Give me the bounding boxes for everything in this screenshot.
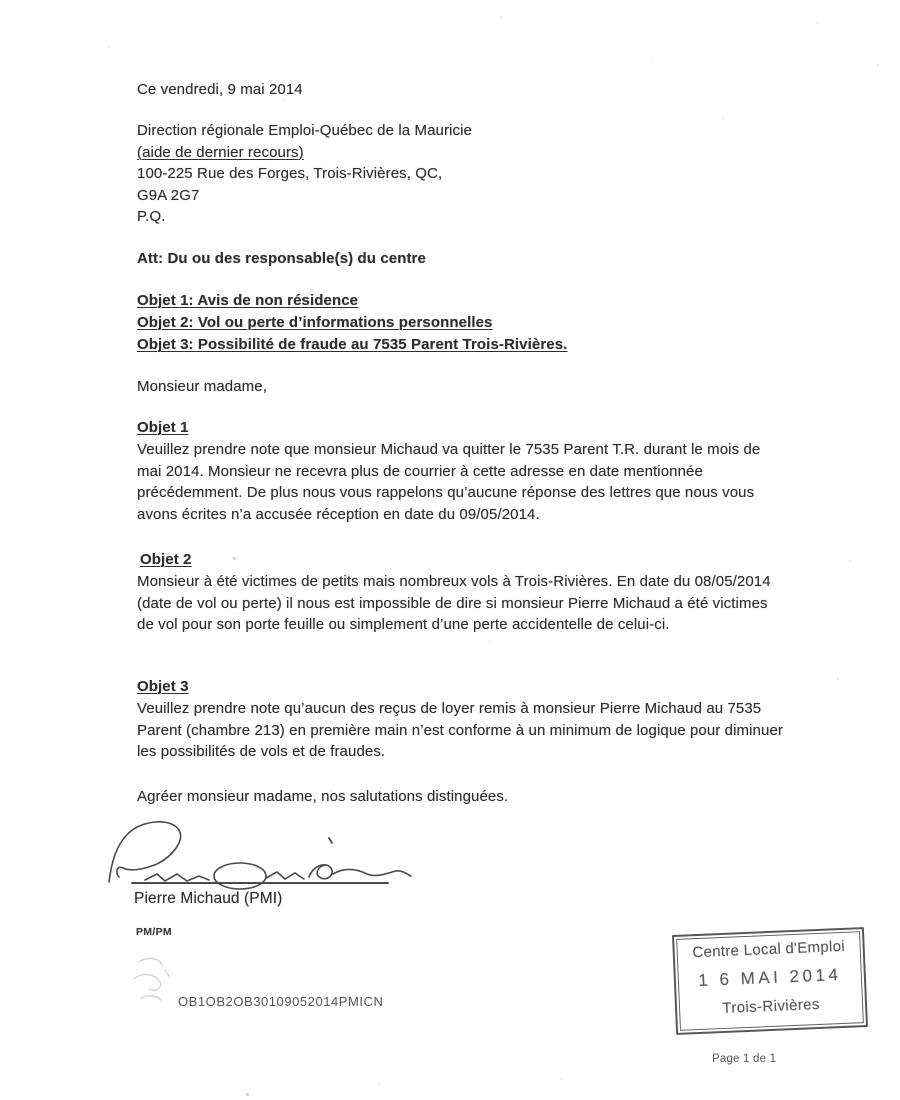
scan-speck [378, 1082, 380, 1084]
signatory-name: Pierre Michaud (PMI) [134, 890, 283, 907]
subject-list [137, 290, 567, 357]
address-line: P.Q. [137, 208, 166, 226]
section-body: Monsieur à été victimes de petits mais nombreux vols à Trois-Rivières. En date du 08/05/2014 (date de vol ou perte) il nous est impossible de dire si monsieur Pierre Michaud a été victimes de vol pour son porte feuille ou simplement d’une perte accidentelle de celui-ci. [137, 573, 771, 634]
scan-speck [233, 557, 236, 560]
scan-speck [560, 1078, 562, 1080]
scan-speck [650, 57, 652, 59]
subject-line: Objet 1: Avis de non résidence [137, 292, 359, 309]
salutation: Monsieur madame, [137, 378, 267, 395]
subject-line: Objet 3: Possibilité de fraude au 7535 Parent Trois-Rivières. [137, 336, 568, 354]
closing-line: Agréer monsieur madame, nos salutations distinguées. [137, 788, 509, 805]
address-line: G9A 2G7 [137, 186, 200, 204]
subject-line: Objet 2: Vol ou perte d’informations personnelles [137, 314, 493, 332]
section-body: Veuillez prendre note que monsieur Michaud va quitter le 7535 Parent T.R. durant le mois de mai 2014. Monsieur ne recevra plus de courrier à cette adresse en date mentionnée précédemment. De plus nous vous rappelons qu’aucune réponse des lettres que nous vous avons écrites n’a accusée réception en date du 09/05/2014. [137, 441, 761, 523]
scan-speck [330, 790, 332, 792]
section-heading: Objet 1 [137, 419, 189, 436]
scan-speck [283, 99, 285, 101]
scan-speck [877, 64, 879, 66]
received-stamp [672, 927, 868, 1035]
scan-speck [489, 640, 491, 642]
recipient-address [137, 120, 472, 228]
section-heading: Objet 3 [137, 678, 189, 695]
stamp-organization: Centre Local d'Emploi [692, 937, 846, 962]
date-line: Ce vendredi, 9 mai 2014 [137, 81, 303, 98]
scan-speck [500, 16, 502, 18]
section-body: Veuillez prendre note qu’aucun des reçus de loyer remis à monsieur Pierre Michaud au 7535 Parent (chambre 213) en première main n’est conforme à un minimum de logique pour diminuer les possibilités de vols et de fraudes. [137, 700, 783, 761]
stamp-date: 1 6 MAI 2014 [697, 965, 842, 990]
scan-speck [837, 678, 839, 680]
address-line: (aide de dernier recours) [137, 143, 304, 161]
scan-speck [246, 1093, 249, 1096]
attention-line: Att: Du ou des responsable(s) du centre [137, 250, 426, 267]
scan-speck [816, 22, 818, 24]
scan-speck [722, 118, 724, 120]
address-line: 100-225 Rue des Forges, Trois-Rivières, QC, [137, 165, 443, 183]
stamp-city: Trois-Rivières [721, 995, 821, 1018]
typist-initials: PM/PM [136, 926, 172, 938]
scan-speck [849, 560, 851, 562]
address-line: Direction régionale Emploi-Québec de la Mauricie [137, 122, 472, 139]
reference-code: OB1OB2OB30109052014PMICN [178, 994, 384, 1009]
section-heading: Objet 2 [140, 551, 192, 568]
scan-speck [108, 46, 110, 48]
signature-image [105, 816, 435, 896]
page-number: Page 1 de 1 [712, 1053, 777, 1065]
